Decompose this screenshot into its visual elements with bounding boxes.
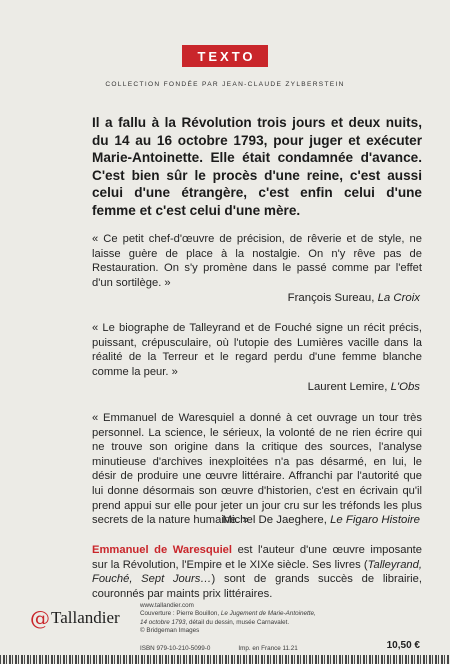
quote-2-text: « Le biographe de Talleyrand et de Fouché signe un récit précis, puissant, crépusculaire, où l'utopie des Lumières vacille dans la réalité de la Terreur et le regard perdu d'une femme blanche comme la peur. » (92, 322, 422, 378)
quote-1-source: La Croix (377, 292, 420, 304)
author-bio-titles: Talleyrand, Fouché, Sept Jours… (92, 558, 422, 586)
author-bio-part3: ) sont de grands succès de librairie, couronnés par maints prix littéraires. (92, 573, 422, 600)
isbn-row (140, 645, 298, 652)
quote-3-text: « Emmanuel de Waresquiel a donné à cet ouvrage un tour très personnel. La science, le sérieux, la volonté de ne rien écrire qui ne trouve son origine dans la critique des sources, l'analyse minutieuse d'archives inexploitées n'a pas désarmé, en lui, le désir de produire une œuvre littéraire. Affranchi par l'autorité que lui donne désormais son œuvre d'historien, c'est en écrivain qu'il prend appui sur elle pour jeter un jour cru sur les tréfonds les plus secrets de la nature humaine. » (92, 412, 422, 527)
logo-wrap (0, 45, 450, 67)
price: 10,50 € (386, 640, 420, 651)
credits-block (140, 602, 370, 636)
publisher-name: Tallandier (51, 608, 120, 627)
quote-1-attribution (288, 292, 420, 304)
cover-credit-line1 (140, 610, 370, 618)
quote-1-author: François Sureau, (287, 292, 378, 304)
cover-credit-line2 (140, 619, 370, 627)
author-bio (92, 543, 422, 601)
cover-credit-title: Le Jugement de Marie-Antoinette, (220, 610, 316, 618)
isbn: ISBN 979-10-210-5099-0 (140, 645, 211, 652)
author-bio-century: XIXe (249, 558, 274, 571)
barcode-icon (0, 655, 450, 664)
website: www.tallandier.com (140, 602, 194, 609)
cover-credit-prefix: Couverture : Pierre Bouillon, (140, 610, 221, 618)
texto-logo: TEXTO (182, 45, 267, 67)
cover-credit-date: 14 octobre 1793 (140, 618, 186, 626)
quote-2-attribution (308, 381, 420, 393)
quote-3-source: Le Figaro Histoire (330, 514, 420, 526)
publisher-symbol-icon: @ (30, 606, 50, 630)
lead-paragraph: Il a fallu à la Révolution trois jours et deux nuits, du 14 au 16 octobre 1793, pour juger et exécuter Marie-Antoinette. Elle était condamnée d'avance. C'est bien sûr le procès d'une reine, c'est aussi celui d'une étrangère, c'est enfin celui d'une femme et c'est celui d'une mère. (92, 115, 422, 218)
author-name: Emmanuel de Waresquiel (92, 544, 233, 556)
quote-1-text: « Ce petit chef-d'œuvre de précision, de rêverie et de style, ne laisse guère de place à la nostalgie. On n'y rêve pas de Restauration. On s'y promène dans le passé comme par l'effet d'un sortilège. » (92, 233, 422, 289)
quote-3-attribution (222, 514, 420, 526)
cover-credit-detail: , détail du dessin, musée Carnavalet. (185, 618, 290, 626)
collection-line: COLLECTION FONDÉE PAR JEAN-CLAUDE ZYLBERSTEIN (105, 81, 345, 88)
printed-in: Imp. en France 11.21 (238, 645, 298, 652)
publisher-logo (30, 608, 120, 628)
copyright: © Bridgeman Images (140, 627, 200, 635)
quote-2-author: Laurent Lemire, (307, 381, 391, 393)
author-bio-part1: est l'auteur d'une œuvre imposante sur la Révolution, l'Empire et le (92, 544, 422, 571)
author-bio-part2: siècle. Ses livres ( (273, 558, 368, 571)
quote-2-source: L'Obs (390, 381, 420, 393)
quote-3-author: Michel De Jaeghere, (222, 514, 331, 526)
